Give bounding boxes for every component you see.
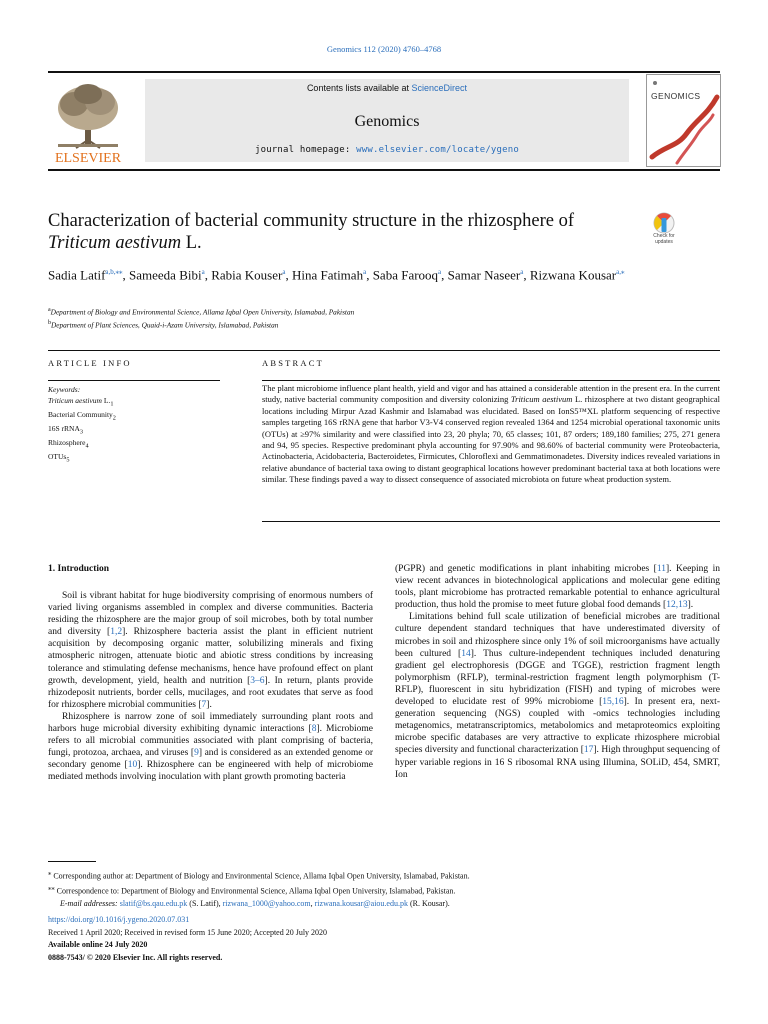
author-affiliation-marks[interactable]: a: [363, 268, 367, 276]
author-separator: ,: [523, 267, 530, 283]
affiliation-text: Department of Plant Sciences, Quaid-i-Azam University, Islamabad, Pakistan: [51, 320, 279, 330]
available-online: Available online 24 July 2020: [48, 940, 148, 949]
copyright-line: 0888-7543/ © 2020 Elsevier Inc. All rights reserved.: [48, 952, 223, 962]
keyword-text: OTUs: [48, 451, 67, 461]
author-name[interactable]: Hina Fatimah: [291, 267, 364, 283]
header-divider: [48, 350, 720, 351]
footnote-corresponding-2: [48, 883, 720, 898]
paragraph-text: ]. High throughput sequencing of hyper variable regions in 16 S ribosomal RNA using Illumina, SOLiD, 454, SMRT, Ion: [395, 745, 720, 780]
article-info-rule: [48, 380, 220, 381]
keyword-index: 2: [112, 414, 116, 422]
journal-homepage-link[interactable]: www.elsevier.com/locate/ygeno: [356, 145, 520, 155]
paragraph-text: ]. Microbiome refers to all microbial communities associated with plant comprising of bacteria, fungi, protozoa, archaea, and viruses [: [48, 724, 373, 759]
abstract-bottom-rule: [262, 521, 720, 522]
cover-helix-icon: [647, 75, 720, 166]
crossmark-line-2: updates: [655, 238, 673, 245]
citation-link[interactable]: 14: [461, 648, 471, 659]
check-for-updates-badge[interactable]: [646, 212, 682, 250]
footnote-text-1: Corresponding author at: Department of Biology and Environmental Science, Allama Iqbal Open University, Islamabad, Pakistan.: [53, 871, 470, 881]
keywords-list: [48, 396, 220, 466]
paragraph-text: ]. Keeping in view recent advances in biotechnological applications and molecular gene editing tools, plant microbiome has protracted remarkable potential to enhance agricultural production, thus hold the promise to meet future global food demands [: [395, 564, 720, 611]
citation-link[interactable]: 8: [311, 724, 317, 735]
journal-cover-thumbnail[interactable]: [646, 74, 721, 167]
paragraph-text: ].: [687, 600, 694, 611]
citation-link[interactable]: 3–6: [250, 675, 265, 686]
sciencedirect-link[interactable]: ScienceDirect: [411, 83, 468, 93]
affiliation-item: [48, 305, 720, 318]
author-name[interactable]: Sameeda Bibi: [129, 267, 202, 283]
paragraph-text: ] and is considered as an extended genome or secondary genome [: [48, 748, 373, 771]
citation-link[interactable]: 1,2: [110, 627, 123, 638]
author-affiliation-marks[interactable]: a: [438, 268, 442, 276]
footnote-mark-2: ⁎⁎: [48, 885, 55, 893]
author-name[interactable]: Saba Farooq: [372, 267, 439, 283]
citation-link[interactable]: 12,13: [666, 600, 688, 611]
keyword-item: [48, 396, 220, 410]
keyword-index: 5: [66, 456, 70, 464]
abstract-part-1: The plant microbiome influence plant health, yield and vigor and has attained a considerable attention in the present era. In the current study, native bacterial community composition and diversity colonizing: [262, 383, 720, 405]
journal-masthead: [48, 71, 720, 171]
intro-paragraph-2: [48, 711, 373, 784]
email-owner-latif: (S. Latif),: [187, 899, 223, 909]
title-species: Triticum aestivum: [48, 233, 182, 253]
title-main: Characterization of bacterial community structure in the rhizosphere of: [48, 211, 575, 231]
keyword-item: [48, 452, 220, 466]
affiliation-text: Department of Biology and Environmental Science, Allama Iqbal Open University, Islamabad, Pakistan: [50, 307, 355, 317]
keywords-block: [48, 385, 220, 466]
body-column-right: [395, 563, 720, 781]
received-dates: Received 1 April 2020; Received in revised form 15 June 2020; Accepted 20 July 2020: [48, 927, 328, 937]
paragraph-text: ]. In present era, next-generation sequencing (NGS) coupled with -omics technologies including metagenomics, metatranscriptomics, metabolomics and metaproteomics exploiting microbe specific databases are very attractive to explicate rhizosphere microbial species diversity and functional characterization [: [395, 697, 720, 756]
paragraph-text: Soil is vibrant habitat for huge biodiversity comprising of enormous numbers of varied living organisms assembled in complex and diverse communities. Bacteria residing the rhizosphere are the major group of soil microbes, both by total number and diversity [: [48, 591, 373, 638]
paragraph-text: ].: [206, 699, 212, 710]
crossmark-label: [646, 234, 682, 245]
author-separator: ,: [122, 267, 130, 283]
elsevier-tree-icon: [48, 78, 128, 166]
paragraph-text: ]. Rhizosphere can be engineered with help of microbiome mediated methods involving inoculation with plant growth promoting bacteria: [48, 760, 373, 783]
author-affiliation-marks[interactable]: a: [201, 268, 205, 276]
author-affiliation-marks[interactable]: a: [282, 268, 286, 276]
email-link-latif[interactable]: slatif@bs.qau.edu.pk: [119, 899, 188, 909]
keyword-rest: L.: [101, 395, 111, 405]
author-separator: ,: [441, 267, 448, 283]
contents-line: [145, 83, 629, 93]
keyword-index: 1: [110, 400, 114, 408]
contents-prefix: Contents lists available at: [306, 83, 409, 93]
intro-paragraph-3: [395, 563, 720, 611]
keyword-index: 4: [85, 442, 89, 450]
paragraph-text: Rhizosphere is narrow zone of soil immediately surrounding plant roots and harbors huge microbial diversity exhibiting dynamic interactions [: [48, 711, 373, 735]
author-name[interactable]: Sadia Latif: [48, 267, 106, 283]
crossmark-line-1: Check for: [653, 233, 675, 239]
author-name[interactable]: Samar Naseer: [447, 267, 521, 283]
paragraph-text: ]. Thus culture-independent techniques included denaturing gradient gel electrophoresis (DGGE and TGGE), restriction fragment length polymorphism (RFLP), terminal-restriction fragment length polymorphism (T-RFLP), fluorescent in situ hybridization (FISH) and typing of microbes were developed to elucidate rest of 99% microbiome [: [395, 648, 720, 708]
keyword-item: [48, 410, 220, 424]
keywords-label: Keywords:: [48, 385, 81, 394]
footnote-text-2: Correspondence to: Department of Biology and Environmental Science, Allama Iqbal Open University, Islamabad, Pakistan.: [56, 886, 456, 896]
publication-info: [48, 914, 720, 964]
intro-paragraph-4: [395, 611, 720, 780]
affiliation-mark: b: [48, 319, 51, 326]
author-affiliation-marks[interactable]: a,⁎: [616, 268, 625, 276]
footnote-mark-1: ⁎: [48, 870, 52, 877]
keyword-text: Rhizosphere: [48, 437, 86, 447]
paragraph-text: (PGPR) and genetic modifications in plant inhabiting microbes [: [395, 564, 657, 574]
author-name[interactable]: Rabia Kouser: [211, 267, 283, 283]
journal-name: Genomics: [354, 113, 420, 130]
citation-link[interactable]: 15,16: [602, 697, 624, 708]
abstract-species: Triticum aestivum: [510, 394, 573, 405]
intro-paragraph-1: [48, 590, 373, 711]
email-owner-kousar: (R. Kousar).: [407, 899, 450, 909]
body-column-left: [48, 590, 373, 784]
affiliation-list: [48, 305, 720, 331]
author-separator: ,: [366, 267, 373, 283]
abstract-part-2: L. rhizosphere at two distant geographical locations including Mirpur Azad Kashmir and Islamabad was elucidated. Based on IonS5™XL platform sequencing of respective samples targeting 16S rRNA gene that harbor V3-V4 conserved region revealed 1364 and 1254 microbial operational taxonomic units (OTUs) at ≥97% similarity and were classified into 23, 20 phyla; 70, 65 classes; 101, 87 orders; 189,180 families; 275, 271 genera and 94, 95 species. Respective predominant phyla accounting for 97.90% and 98.60% of bacterial community were Proteobacteria, Actinobacteria, Acidobacteria, Bacteroidetes, Firmicutes, Chloroflexi and Gemmatimonadetes. Diversity indices revealed variations in relative abundance of bacterial taxa owing to distant geographical locations however predominant bacterial taxa at both locations were similar. These findings paved a way to dissect consequence of associated microbiota on future wheat production system.: [262, 394, 720, 485]
keyword-text: Bacterial Community: [48, 409, 113, 419]
citation-link[interactable]: 17: [583, 745, 594, 756]
abstract-text: [262, 383, 720, 486]
affiliation-item: [48, 318, 720, 331]
abstract-rule: [262, 380, 720, 381]
article-info-heading: ARTICLE INFO: [48, 358, 132, 368]
author-separator: ,: [204, 267, 212, 283]
keyword-italic: Triticum aestivum: [48, 395, 102, 405]
author-affiliation-marks[interactable]: a,b,⁎⁎: [105, 268, 123, 276]
keyword-text: 16S rRNA: [48, 423, 80, 433]
email-label: E-mail addresses:: [60, 899, 118, 909]
citation-link[interactable]: 11: [656, 564, 667, 574]
homepage-prefix: journal homepage:: [254, 145, 351, 155]
author-name[interactable]: Rizwana Kousar: [529, 267, 617, 283]
author-separator: ,: [285, 267, 292, 283]
footnote-rule: [48, 861, 96, 862]
email-link-kousar[interactable]: rizwana.kousar@aiou.edu.pk: [314, 899, 408, 909]
author-affiliation-marks[interactable]: a: [520, 268, 524, 276]
footnote-corresponding-1: [48, 868, 720, 883]
cover-title: GENOMICS: [651, 91, 701, 101]
introduction-heading: 1. Introduction: [48, 564, 110, 574]
footnotes: [48, 868, 720, 911]
keyword-item: [48, 438, 220, 452]
paragraph-text: ]. Rhizosphere bacteria assist the plant in efficient nutrient acquisition by decomposing organic matter, solubilizing minerals and fixing atmospheric nitrogen, attenuate biotic and abiotic stress conditions by increasing tolerance and stimulating defense mechanisms, hence have profound effect on plant growth, development, yield, health and nutrition [: [48, 627, 373, 686]
paragraph-text: Limitations behind full scale utilization of beneficial microbes are traditional culture dependent standard techniques that have underestimated diversity of microbes in soil and rhizosphere since only 1% of soil microorganisms have actually been cultured [: [395, 612, 720, 659]
affiliation-mark: a: [48, 307, 51, 313]
article-title: [48, 210, 628, 254]
citation-link[interactable]: 7: [201, 699, 207, 710]
abstract-heading: ABSTRACT: [262, 358, 324, 368]
author-list: [48, 263, 720, 284]
doi-link[interactable]: https://doi.org/10.1016/j.ygeno.2020.07.031: [48, 915, 190, 924]
keyword-item: [48, 424, 220, 438]
crossmark-icon: [646, 212, 682, 234]
journal-reference[interactable]: Genomics 112 (2020) 4760–4768: [326, 44, 442, 54]
email-addresses: [48, 898, 720, 911]
citation-link[interactable]: 10: [127, 760, 138, 771]
citation-link[interactable]: 9: [194, 748, 199, 759]
masthead-center-panel: [145, 79, 629, 162]
title-suffix: L.: [185, 233, 202, 253]
email-link-yahoo[interactable]: rizwana_1000@yahoo.com: [222, 899, 311, 909]
elsevier-wordmark: ELSEVIER: [54, 151, 122, 166]
email-separator: ,: [310, 899, 315, 909]
keyword-index: 3: [79, 428, 84, 436]
paragraph-text: ]. In return, plants provide rhizodeposit nutrients, border cells, mucilages, and root exudates that serve as food for rhizosphere microbial communities [: [48, 675, 373, 710]
elsevier-logo[interactable]: [48, 78, 128, 166]
journal-homepage-line: [145, 145, 629, 155]
